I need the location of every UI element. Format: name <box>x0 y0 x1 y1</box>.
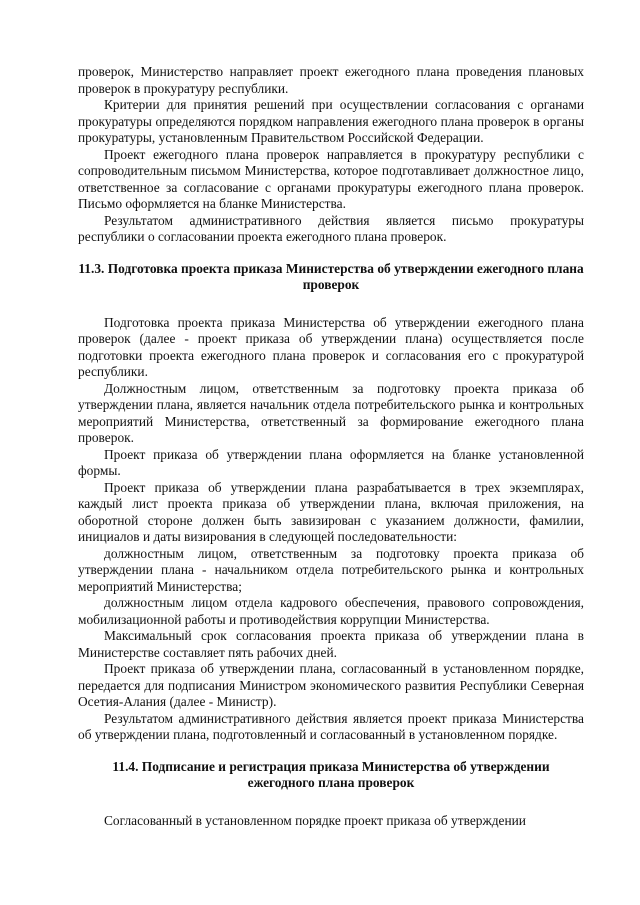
paragraph-4: Результатом административного действия является письмо прокуратуры республики о согласовании проекта ежегодного плана проверок. <box>78 212 584 244</box>
section-heading-11-3: 11.3. Подготовка проекта приказа Министерства об утверждении ежегодного плана проверок <box>78 260 584 292</box>
paragraph-3: Проект ежегодного плана проверок направляется в прокуратуру республики с сопроводительным письмом Министерства, которое подготавливает должностное лицо, ответственное за согласование с органами прокуратуры ежегодного плана проверок. Письмо оформляется на бланке Министерства. <box>78 146 584 211</box>
paragraph-12: Проект приказа об утверждении плана, согласованный в установленном порядке, передается для подписания Министром экономического развития Республики Северная Осетия-Алания (далее - Министр). <box>78 661 584 709</box>
paragraph-5: Подготовка проекта приказа Министерства об утверждении ежегодного плана проверок (далее - проект приказа об утверждении плана) осуществляется после подготовки проекта ежегодного плана проверок и согласования его с прокуратурой республики. <box>78 314 584 379</box>
spacer <box>78 792 584 813</box>
paragraph-9: должностным лицом, ответственным за подготовку проекта приказа об утверждении плана - начальником отдела потребительского рынка и контрольных мероприятий Министерства; <box>78 545 584 594</box>
paragraph-7: Проект приказа об утверждении плана оформляется на бланке установленной формы. <box>78 446 584 478</box>
spacer <box>78 246 584 261</box>
spacer <box>78 294 584 315</box>
paragraph-10: должностным лицом отдела кадрового обеспечения, правового сопровождения, мобилизационной работы и противодействия коррупции Министерства. <box>78 595 584 627</box>
paragraph-13: Результатом административного действия является проект приказа Министерства об утверждении плана, подготовленный и согласованный в установленном порядке. <box>78 710 584 742</box>
paragraph-14: Согласованный в установленном порядке проект приказа об утверждении <box>104 812 526 828</box>
section-heading-11-4: 11.4. Подписание и регистрация приказа Министерства об утверждении ежегодного плана проверок <box>112 758 550 790</box>
paragraph-11: Максимальный срок согласования проекта приказа об утверждении плана в Министерстве составляет пять рабочих дней. <box>78 628 584 660</box>
document-page <box>78 64 584 829</box>
paragraph-8: Проект приказа об утверждении плана разрабатывается в трех экземплярах, каждый лист проекта приказа об утверждении плана, включая приложения, на оборотной стороне должен быть завизирован с указанием должности, фамилии, инициалов и даты визирования в следующей последовательности: <box>78 479 584 544</box>
paragraph-6: Должностным лицом, ответственным за подготовку проекта приказа об утверждении плана, является начальник отдела потребительского рынка и контрольных мероприятий Министерства, ответственный за формирование ежегодного плана проверок. <box>78 380 584 445</box>
paragraph-2: Критерии для принятия решений при осуществлении согласования с органами прокуратуры определяются порядком направления ежегодного плана проверок в органы прокуратуры, установленным Правительством Российской Федерации. <box>78 97 584 145</box>
spacer <box>78 744 584 759</box>
paragraph-1: проверок, Министерство направляет проект ежегодного плана проведения плановых проверок в прокуратуру республики. <box>78 64 584 96</box>
